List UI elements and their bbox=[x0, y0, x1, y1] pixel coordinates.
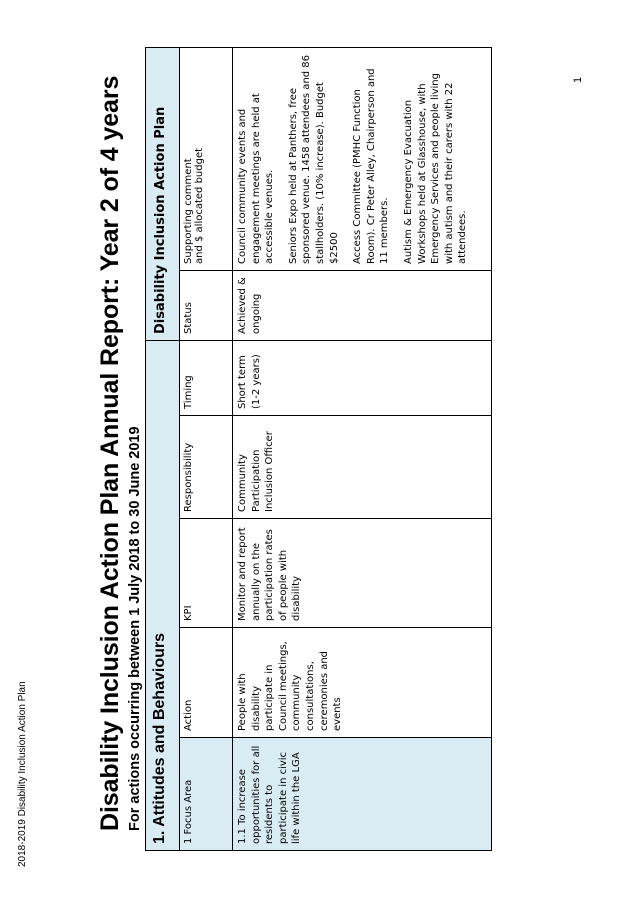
section-header-row bbox=[146, 47, 180, 850]
page-footer: 2018-2019 Disability Inclusion Action Plan bbox=[17, 681, 28, 867]
comment-paragraph: Council community events and engagement meetings are held at accessible venues. bbox=[237, 93, 276, 264]
cell-supporting-comment bbox=[233, 47, 492, 270]
header-supporting-comment-sub: and $ allocated budget bbox=[194, 147, 205, 264]
cell-action: People with disability participate in Council meetings, community consultations, ceremonies and events bbox=[233, 628, 492, 738]
header-status: Status bbox=[180, 270, 233, 340]
header-focus-area: 1 Focus Area bbox=[180, 738, 233, 851]
header-kpi: KPI bbox=[180, 519, 233, 628]
column-header-row bbox=[180, 47, 233, 850]
header-responsibility: Responsibility bbox=[180, 416, 233, 519]
page-subtitle: For actions occurring between 1 July 2018 to 30 June 2019 bbox=[127, 426, 143, 831]
header-supporting-comment bbox=[180, 47, 233, 270]
header-supporting-comment-title: Supporting comment bbox=[183, 158, 194, 264]
cell-status: Achieved & ongoing bbox=[233, 270, 492, 340]
page-title: Disability Inclusion Action Plan Annual Report: Year 2 of 4 years bbox=[96, 75, 124, 831]
comment-paragraph: Seniors Expo held at Panthers, free sponsored venue. 1458 attendees and 86 stallholders. (10% increase). Budget $2500 bbox=[287, 54, 340, 264]
comment-paragraph: Access Committee (PMHC Function Room). Cr Peter Alley, Chairperson and 11 members. bbox=[352, 68, 391, 264]
comment-paragraph: Autism & Emergency Evacuation Workshops held at Glasshouse, with Emergency Services and people living with autism and their carers with 22 attendees. bbox=[402, 73, 469, 264]
cell-timing: Short term (1-2 years) bbox=[233, 340, 492, 415]
table-row bbox=[233, 47, 492, 850]
section-right-cell bbox=[146, 47, 180, 340]
header-timing: Timing bbox=[180, 340, 233, 415]
cell-kpi: Monitor and report annually on the participation rates of people with disability bbox=[233, 519, 492, 628]
section-title-cell bbox=[146, 340, 180, 850]
header-action: Action bbox=[180, 628, 233, 738]
cell-responsibility: Community Participation Inclusion Officer bbox=[233, 416, 492, 519]
cell-focus-area: 1.1 To increase opportunities for all residents to participate in civic life within the LGA bbox=[233, 738, 492, 851]
section-plan-label: Disability Inclusion Action Plan bbox=[153, 106, 168, 334]
section-title: 1. Attitudes and Behaviours bbox=[151, 633, 168, 844]
page-number: 1 bbox=[572, 76, 584, 83]
action-plan-table bbox=[145, 47, 492, 851]
